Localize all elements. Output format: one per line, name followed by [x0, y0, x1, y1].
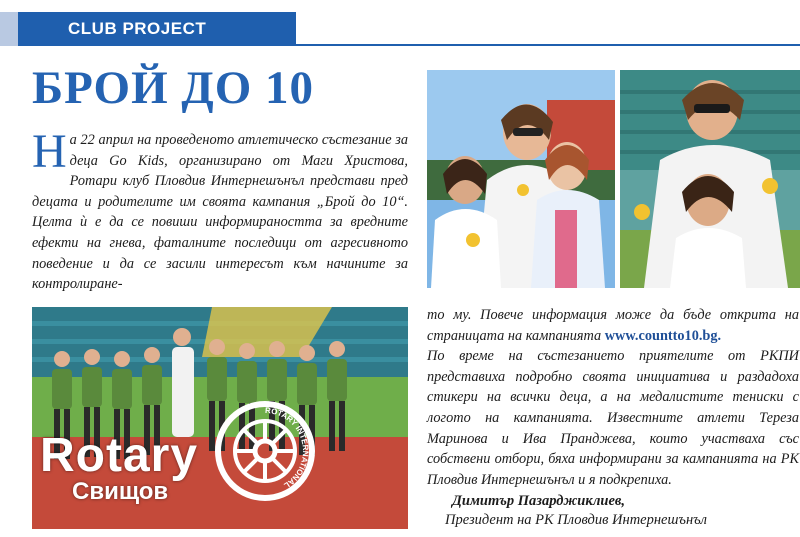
section-label: CLUB PROJECT: [18, 12, 296, 46]
article-column-1: [32, 125, 408, 295]
rotary-wheel-text: ROTARY INTERNATIONAL: [264, 405, 311, 491]
column-2-text-start: то му. Повече информация може да бъде открита на страницата на кампанията: [427, 307, 799, 344]
column-2-text-rest: По време на състезанието приятелите от РКПИ представиха подробно своята инициатива и раздадоха стикери на всички деца, а на медалистите тениски с логото на кампанията. Известните атлети Тереза Маринова и Ива Пранджева, които участваха със собствени отбори, бяха информирани за кампанията на РК Пловдив Интернешънъл и я подкрепиха.: [427, 348, 799, 488]
signature-role: Президент на РК Пловдив Интернешънъл: [445, 512, 707, 528]
campaign-link[interactable]: www.countto10.bg.: [604, 327, 722, 344]
article-title: БРОЙ ДО 10: [32, 62, 315, 114]
rotary-watermark-city: Свищов: [72, 478, 169, 505]
rotary-wheel-icon: [214, 400, 316, 502]
rotary-watermark: Rotary: [40, 429, 199, 482]
photo-woman-girl-graphic: [620, 70, 800, 288]
signature-name: Димитър Пазарджиклиев,: [452, 493, 626, 509]
photo-girls-with-stickers: [427, 70, 615, 288]
column-1-text: а 22 април на проведеното атлетическо състезание за деца Go Kids, организирано от Маги Христова, Ротари клуб Пловдив Интернешънъл представи пред децата и родителите им своята кампания „Брой до 10“. Целта ѝ е да се повиши информираността за вредните ефекти на гнева, фаталните последици от агресивното поведение и да се засили интересът към начините за контролиране-: [32, 132, 408, 293]
photo-girls-graphic: [427, 70, 615, 288]
article-column-2: [427, 305, 799, 490]
drop-cap: Н: [32, 125, 67, 178]
header-rule: [296, 44, 800, 46]
photo-woman-and-girl: [620, 70, 800, 288]
section-header-bar: [0, 12, 296, 46]
